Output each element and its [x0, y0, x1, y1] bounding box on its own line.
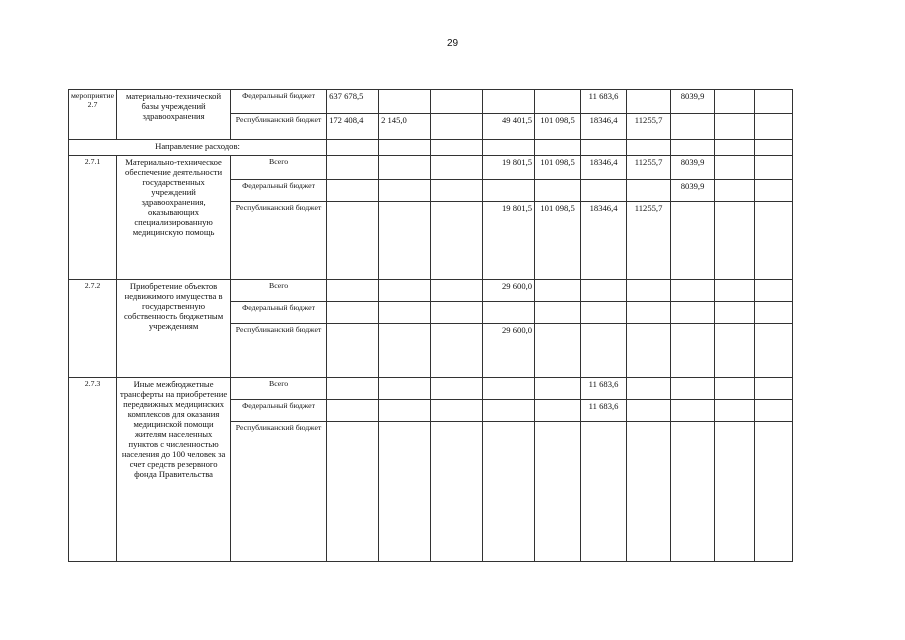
page-number: 29	[446, 38, 459, 49]
value-cell	[715, 302, 755, 324]
value-cell	[627, 90, 671, 114]
value-cell	[431, 140, 483, 156]
value-cell	[627, 140, 671, 156]
budget-table	[68, 89, 793, 562]
row-code: 2.7.2	[69, 280, 117, 378]
direction-label: Направление расходов:	[69, 140, 327, 156]
source-cell: Республиканский бюджет	[231, 324, 327, 378]
value-cell	[379, 280, 431, 302]
source-cell: Федеральный бюджет	[231, 400, 327, 422]
value-cell: 172 408,4	[327, 114, 379, 140]
value-cell	[715, 422, 755, 562]
source-cell: Всего	[231, 156, 327, 180]
value-cell: 11255,7	[627, 156, 671, 180]
row-code: мероприятие 2.7	[69, 90, 117, 140]
value-cell	[671, 114, 715, 140]
value-cell	[379, 324, 431, 378]
value-cell	[431, 180, 483, 202]
value-cell	[379, 302, 431, 324]
value-cell	[627, 180, 671, 202]
table-row	[69, 280, 793, 302]
value-cell: 101 098,5	[535, 202, 581, 280]
value-cell	[755, 114, 793, 140]
value-cell	[671, 140, 715, 156]
value-cell	[379, 90, 431, 114]
value-cell: 2 145,0	[379, 114, 431, 140]
value-cell	[535, 90, 581, 114]
value-cell	[431, 324, 483, 378]
value-cell	[755, 90, 793, 114]
value-cell	[581, 422, 627, 562]
value-cell	[581, 302, 627, 324]
value-cell	[431, 114, 483, 140]
value-cell	[715, 180, 755, 202]
value-cell: 18346,4	[581, 114, 627, 140]
value-cell: 11 683,6	[581, 378, 627, 400]
value-cell	[483, 90, 535, 114]
value-cell: 18346,4	[581, 156, 627, 180]
source-cell: Республиканский бюджет	[231, 114, 327, 140]
row-code: 2.7.3	[69, 378, 117, 562]
source-cell: Республиканский бюджет	[231, 202, 327, 280]
source-cell: Республиканский бюджет	[231, 422, 327, 562]
value-cell: 11255,7	[627, 114, 671, 140]
value-cell	[755, 422, 793, 562]
value-cell	[715, 324, 755, 378]
value-cell: 11 683,6	[581, 400, 627, 422]
value-cell	[755, 156, 793, 180]
value-cell	[327, 302, 379, 324]
value-cell: 29 600,0	[483, 324, 535, 378]
table-row	[69, 378, 793, 400]
value-cell	[715, 156, 755, 180]
value-cell	[535, 180, 581, 202]
value-cell	[431, 202, 483, 280]
value-cell	[431, 302, 483, 324]
value-cell	[581, 180, 627, 202]
value-cell	[431, 90, 483, 114]
value-cell	[535, 280, 581, 302]
value-cell	[755, 302, 793, 324]
table-row	[69, 140, 793, 156]
value-cell	[715, 90, 755, 114]
value-cell	[483, 378, 535, 400]
value-cell	[535, 324, 581, 378]
value-cell: 101 098,5	[535, 114, 581, 140]
value-cell	[715, 140, 755, 156]
value-cell	[671, 422, 715, 562]
value-cell	[671, 302, 715, 324]
value-cell	[483, 422, 535, 562]
value-cell	[671, 324, 715, 378]
value-cell	[535, 302, 581, 324]
value-cell	[755, 324, 793, 378]
value-cell	[627, 324, 671, 378]
value-cell	[431, 400, 483, 422]
row-name: Материально-техническое обеспечение деятельности государственных учреждений здравоохранения, оказывающих специализированную медицинскую помощь	[117, 156, 231, 280]
value-cell	[431, 422, 483, 562]
value-cell: 19 801,5	[483, 202, 535, 280]
value-cell	[379, 140, 431, 156]
value-cell: 8039,9	[671, 156, 715, 180]
row-name: Иные межбюджетные трансферты на приобретение передвижных медицинских комплексов для оказания медицинской помощи жителям населенных пунктов с численностью населения до 100 человек за счет средств резервного фонда Правительства	[117, 378, 231, 562]
value-cell	[327, 156, 379, 180]
value-cell: 8039,9	[671, 180, 715, 202]
value-cell	[431, 156, 483, 180]
value-cell: 11255,7	[627, 202, 671, 280]
source-cell: Федеральный бюджет	[231, 90, 327, 114]
value-cell	[483, 400, 535, 422]
value-cell	[671, 400, 715, 422]
value-cell	[715, 378, 755, 400]
value-cell	[379, 156, 431, 180]
value-cell	[715, 280, 755, 302]
value-cell	[581, 140, 627, 156]
value-cell	[671, 378, 715, 400]
source-cell: Всего	[231, 280, 327, 302]
value-cell	[379, 422, 431, 562]
value-cell	[581, 324, 627, 378]
value-cell	[535, 378, 581, 400]
row-code: 2.7.1	[69, 156, 117, 280]
value-cell	[327, 202, 379, 280]
value-cell	[755, 140, 793, 156]
value-cell	[431, 280, 483, 302]
value-cell	[379, 180, 431, 202]
value-cell	[327, 378, 379, 400]
table-row	[69, 156, 793, 180]
value-cell: 29 600,0	[483, 280, 535, 302]
value-cell	[327, 140, 379, 156]
value-cell	[535, 140, 581, 156]
value-cell: 19 801,5	[483, 156, 535, 180]
value-cell	[379, 400, 431, 422]
value-cell	[327, 180, 379, 202]
value-cell: 101 098,5	[535, 156, 581, 180]
source-cell: Федеральный бюджет	[231, 180, 327, 202]
value-cell	[755, 180, 793, 202]
value-cell	[627, 422, 671, 562]
source-cell: Федеральный бюджет	[231, 302, 327, 324]
value-cell	[627, 378, 671, 400]
value-cell: 8039,9	[671, 90, 715, 114]
value-cell	[535, 422, 581, 562]
value-cell: 49 401,5	[483, 114, 535, 140]
value-cell	[379, 202, 431, 280]
value-cell: 18346,4	[581, 202, 627, 280]
value-cell	[671, 280, 715, 302]
value-cell: 11 683,6	[581, 90, 627, 114]
value-cell	[483, 302, 535, 324]
value-cell	[327, 400, 379, 422]
value-cell	[627, 280, 671, 302]
value-cell	[327, 280, 379, 302]
row-name: Приобретение объектов недвижимого имущества в государственную собственность бюджетным учреждениям	[117, 280, 231, 378]
value-cell	[627, 400, 671, 422]
value-cell	[755, 400, 793, 422]
value-cell	[627, 302, 671, 324]
value-cell	[535, 400, 581, 422]
value-cell	[715, 400, 755, 422]
value-cell	[755, 378, 793, 400]
value-cell: 637 678,5	[327, 90, 379, 114]
value-cell	[431, 378, 483, 400]
value-cell	[327, 324, 379, 378]
value-cell	[581, 280, 627, 302]
value-cell	[671, 202, 715, 280]
value-cell	[755, 280, 793, 302]
value-cell	[715, 114, 755, 140]
value-cell	[379, 378, 431, 400]
source-cell: Всего	[231, 378, 327, 400]
value-cell	[483, 140, 535, 156]
value-cell	[715, 202, 755, 280]
row-name: материально-технической базы учреждений здравоохранения	[117, 90, 231, 140]
value-cell	[327, 422, 379, 562]
value-cell	[483, 180, 535, 202]
table-row	[69, 90, 793, 114]
value-cell	[755, 202, 793, 280]
